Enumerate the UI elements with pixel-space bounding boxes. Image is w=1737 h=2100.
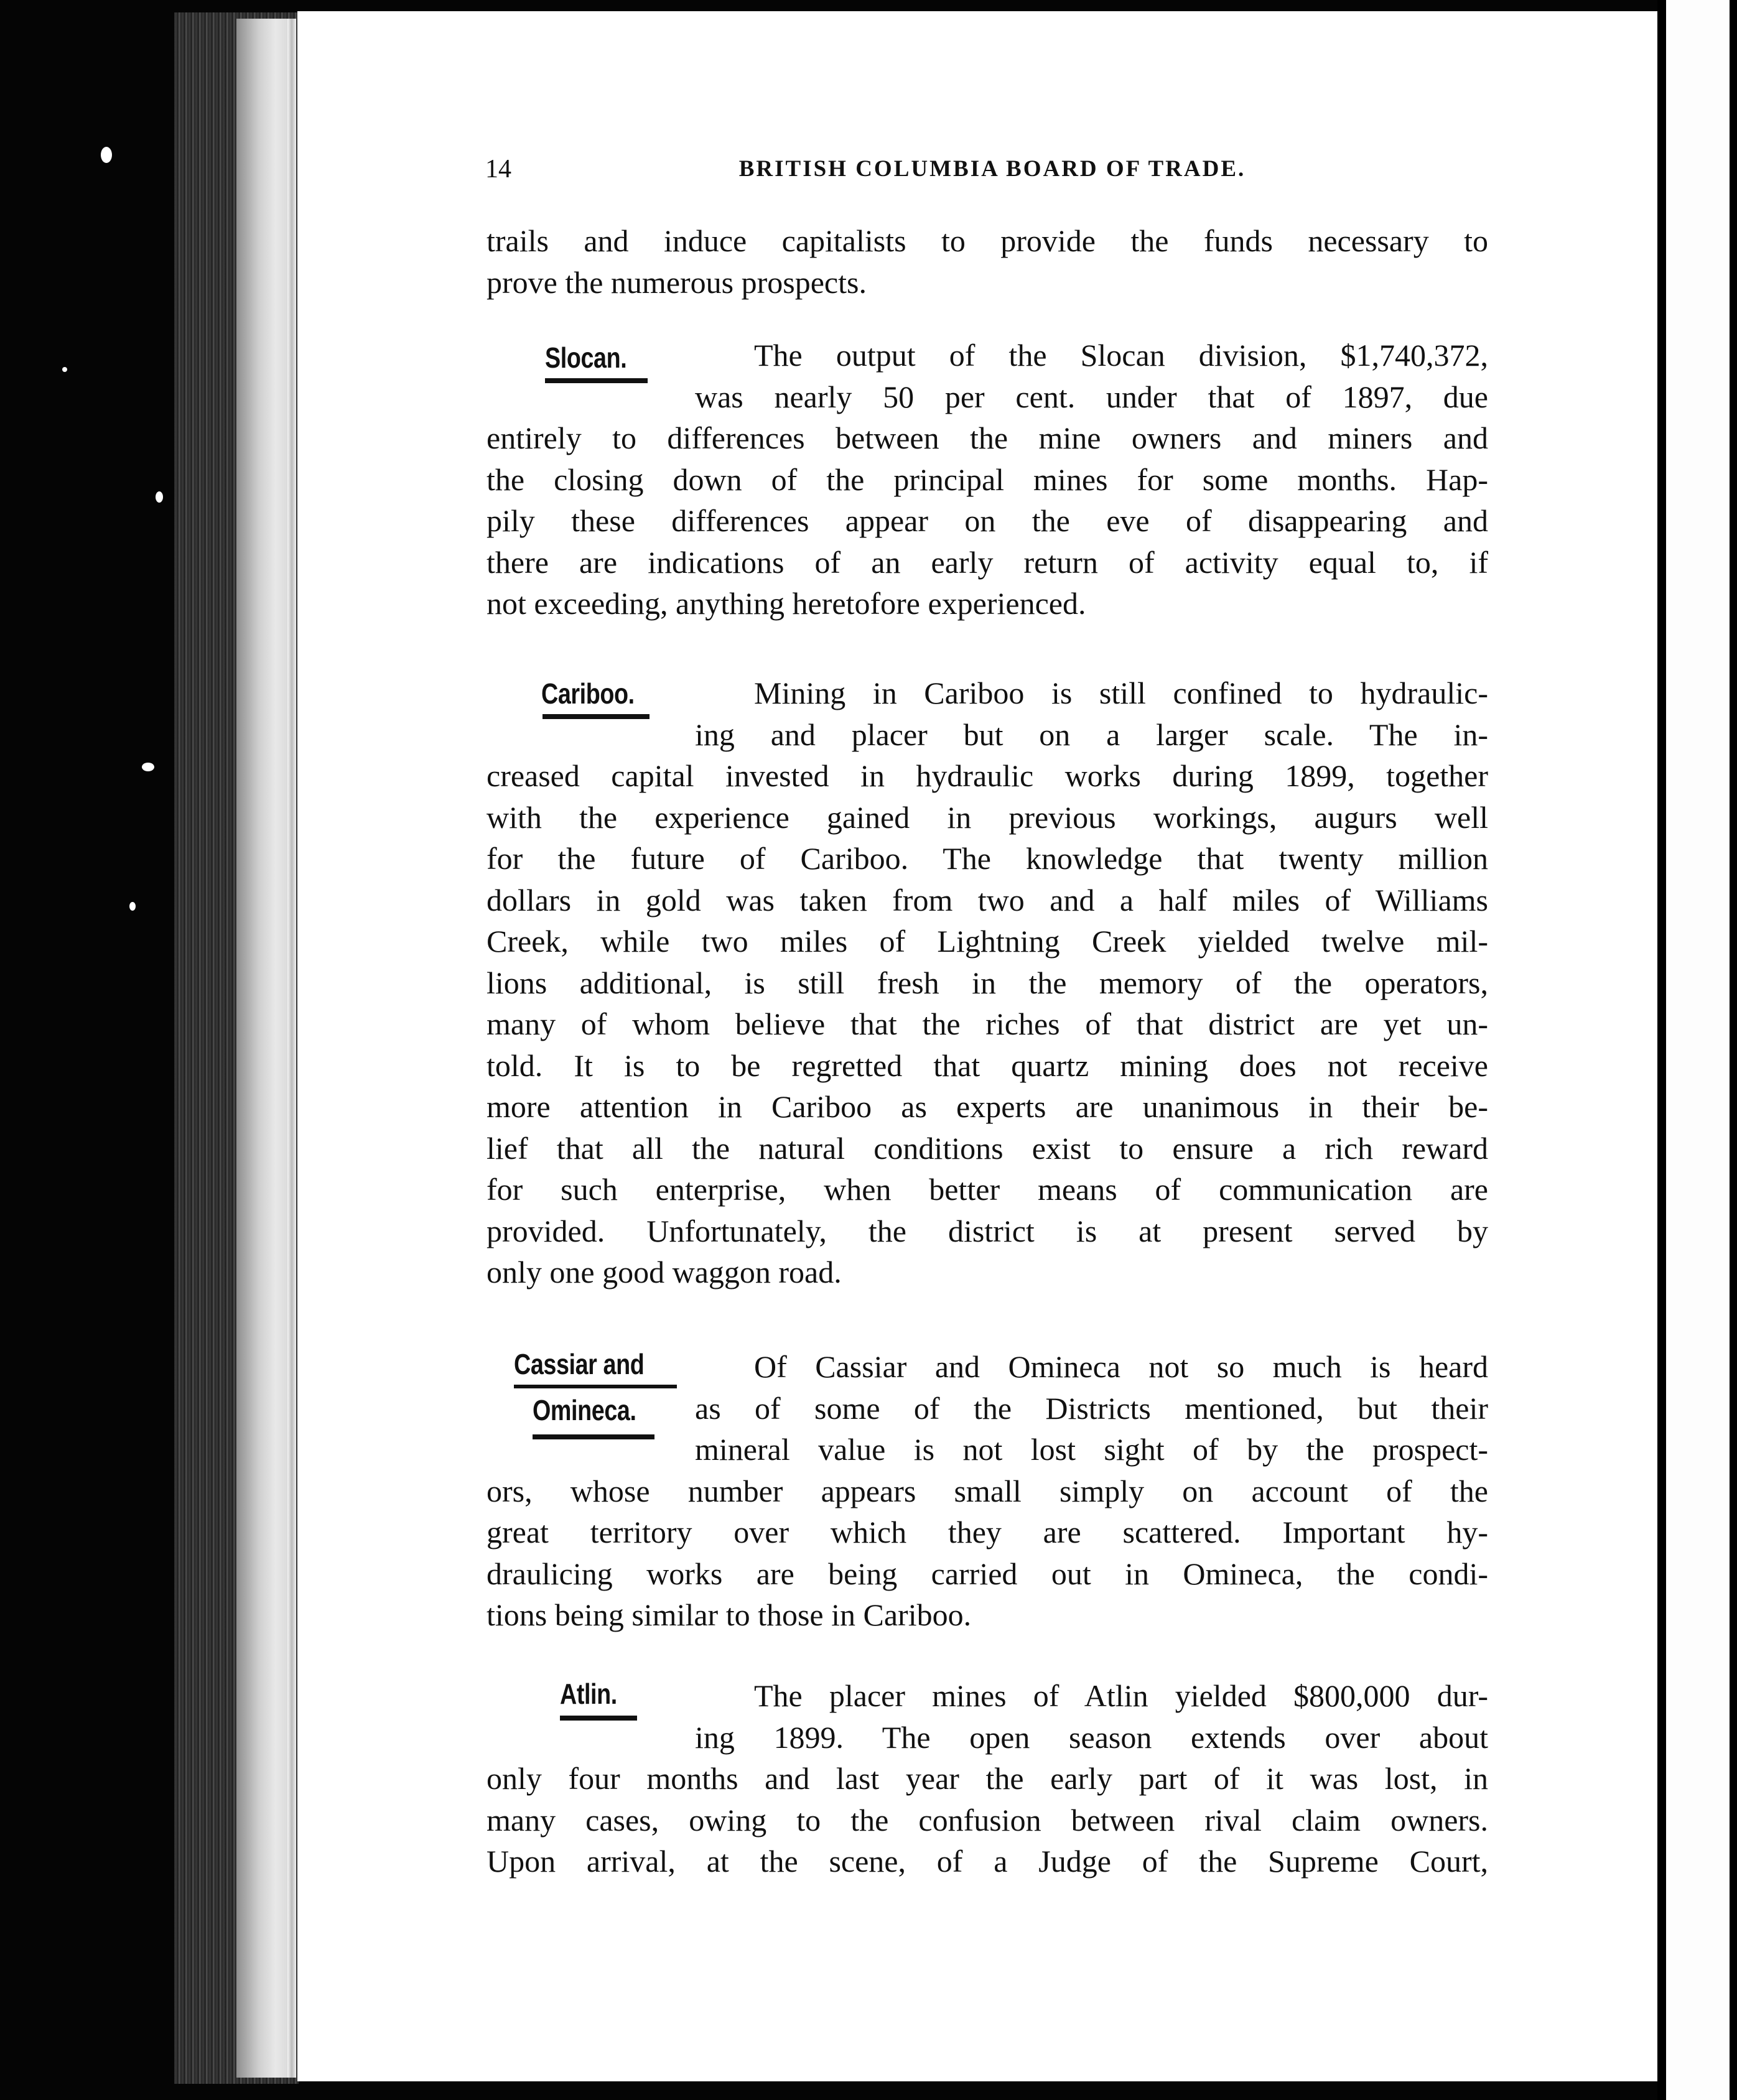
text-line: lief that all the natural conditions exist to ensure a rich reward [487, 1130, 1488, 1166]
text-line: mineral value is not lost sight of by the prospect- [695, 1432, 1488, 1467]
text-line: more attention in Cariboo as experts are unanimous in their be- [487, 1089, 1488, 1124]
scan-speck [142, 763, 154, 771]
text-line: ing and placer but on a larger scale. The in- [695, 717, 1488, 752]
atlin-paragraph [487, 1675, 1488, 1882]
scan-speck [101, 147, 112, 163]
text-line: with the experience gained in previous workings, augurs well [487, 799, 1488, 835]
text-line: trails and induce capitalists to provide the funds necessary to [487, 223, 1488, 258]
text-line: the closing down of the principal mines for some months. Hap- [487, 462, 1488, 497]
text-line: lions additional, is still fresh in the memory of the operators, [487, 965, 1488, 1000]
text-line: Upon arrival, at the scene, of a Judge of the Supreme Court, [487, 1844, 1488, 1879]
gutter-shadow [1657, 0, 1666, 2100]
book-page-edge-line [287, 19, 296, 2078]
text-line: The placer mines of Atlin yielded $800,000 dur- [754, 1678, 1488, 1713]
text-line: tions being similar to those in Cariboo. [487, 1597, 972, 1632]
intro-paragraph [487, 220, 1488, 303]
side-heading-omineca: Omineca. [533, 1394, 636, 1426]
text-line: prove the numerous prospects. [487, 264, 867, 300]
text-line: there are indications of an early return of activity equal to, if [487, 544, 1488, 580]
text-line: for such enterprise, when better means of communication are [487, 1172, 1488, 1207]
text-line: ors, whose number appears small simply on account of the [487, 1473, 1488, 1508]
text-line: for the future of Cariboo. The knowledge that twenty million [487, 841, 1488, 876]
text-line: not exceeding, anything heretofore experienced. [487, 586, 1086, 621]
page-number: 14 [485, 155, 511, 184]
text-line: entirely to differences between the mine owners and miners and [487, 420, 1488, 455]
running-head [485, 154, 1499, 192]
cassiar-omineca-paragraph [487, 1346, 1488, 1636]
text-line: dollars in gold was taken from two and a half miles of Williams [487, 882, 1488, 918]
side-heading-atlin: Atlin. [560, 1678, 617, 1710]
text-line: Creek, while two miles of Lightning Creek yielded twelve mil- [487, 924, 1488, 959]
scan-speck [62, 367, 67, 372]
book-page-edges-light [236, 19, 292, 2078]
text-line: The output of the Slocan division, $1,740,372, [754, 338, 1488, 373]
text-line: great territory over which they are scattered. Important hy- [487, 1515, 1488, 1549]
text-line: as of some of the Districts mentioned, but their [695, 1390, 1488, 1426]
facing-page-strip [1665, 0, 1730, 2100]
side-heading-cassiar: Cassiar and [514, 1348, 645, 1380]
text-line: draulicing works are being carried out in Omineca, the condi- [487, 1556, 1488, 1591]
text-line: told. It is to be regretted that quartz mining does not receive [487, 1048, 1488, 1083]
side-heading-slocan: Slocan. [545, 341, 627, 374]
text-line: creased capital invested in hydraulic works during 1899, together [487, 758, 1488, 793]
text-line: only one good waggon road. [487, 1255, 842, 1289]
cariboo-paragraph [487, 672, 1488, 1293]
running-head-title: BRITISH COLUMBIA BOARD OF TRADE. [738, 156, 1246, 182]
text-line: only four months and last year the early part of it was lost, in [487, 1761, 1488, 1796]
text-line: ing 1899. The open season extends over about [695, 1719, 1488, 1755]
text-line: many of whom believe that the riches of that district are yet un- [487, 1006, 1488, 1041]
scan-speck [129, 902, 136, 911]
text-line: provided. Unfortunately, the district is at present served by [487, 1213, 1488, 1248]
text-line: was nearly 50 per cent. under that of 1897, due [695, 379, 1488, 414]
text-line: pily these differences appear on the eve of disappearing and [487, 503, 1488, 538]
scan-speck [156, 491, 163, 503]
text-line: Mining in Cariboo is still confined to hydraulic- [754, 676, 1488, 710]
text-line: Of Cassiar and Omineca not so much is heard [754, 1349, 1488, 1384]
side-heading-cariboo: Cariboo. [541, 677, 635, 710]
text-line: many cases, owing to the confusion between rival claim owners. [487, 1802, 1488, 1838]
slocan-paragraph [487, 335, 1488, 625]
